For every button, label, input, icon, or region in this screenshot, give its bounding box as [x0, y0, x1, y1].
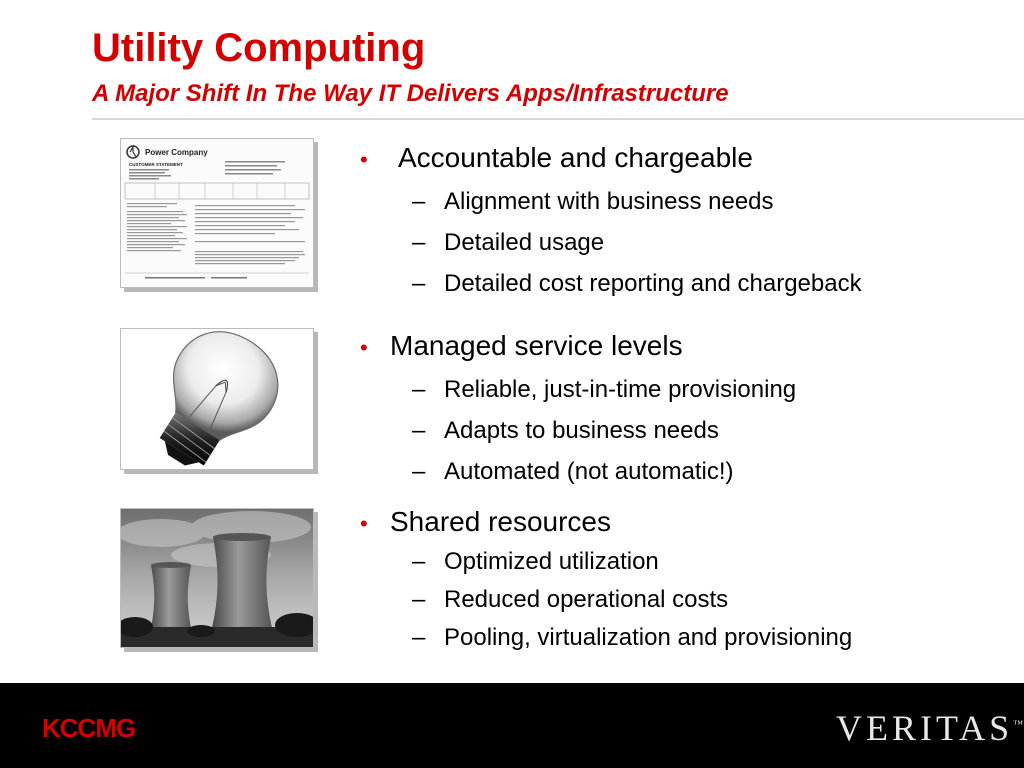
- footer-bar: [0, 683, 1024, 768]
- dash-marker: –: [412, 376, 426, 403]
- dash-marker: –: [412, 229, 426, 256]
- veritas-logo-text: VERITAS: [836, 708, 1014, 748]
- bullet-main: [360, 506, 852, 540]
- bullet-marker: •: [360, 335, 368, 360]
- utility-bill-image: [120, 138, 314, 288]
- bullet-text: Accountable and chargeable: [398, 142, 753, 173]
- bullet-main: [360, 330, 796, 364]
- sub-bullet: [412, 624, 852, 652]
- footer-kccmg-text: KCCMG: [42, 713, 136, 743]
- bullet-marker: •: [360, 147, 368, 172]
- bullet-group-shared-resources: [360, 506, 852, 652]
- slide-subtitle: A Major Shift In The Way IT Delivers Apps/Infrastructure: [92, 80, 729, 107]
- sub-bullet: [412, 376, 796, 404]
- trademark-mark: ™: [1013, 719, 1023, 730]
- sub-bullet-text: Pooling, virtualization and provisioning: [444, 624, 853, 651]
- dash-marker: –: [412, 548, 426, 575]
- sub-bullet-text: Alignment with business needs: [444, 188, 774, 215]
- sub-bullet-text: Detailed cost reporting and chargeback: [444, 270, 862, 297]
- veritas-logo: [836, 707, 1023, 749]
- dash-marker: –: [412, 188, 426, 215]
- bullet-group-accountable: [360, 142, 862, 298]
- cooling-towers-image: [120, 508, 314, 648]
- bill-company-name: Power Company: [145, 148, 208, 157]
- bullet-marker: •: [360, 511, 368, 536]
- bill-heading: CUSTOMER STATEMENT: [129, 162, 183, 167]
- sub-bullet: [412, 417, 796, 445]
- sub-bullet: [412, 458, 796, 486]
- bullet-main: [360, 142, 862, 176]
- bullet-group-service-levels: [360, 330, 796, 486]
- dash-marker: –: [412, 417, 426, 444]
- bullet-text: Shared resources: [390, 506, 612, 537]
- sub-bullet-text: Automated (not automatic!): [444, 458, 734, 485]
- dash-marker: –: [412, 458, 426, 485]
- dash-marker: –: [412, 270, 426, 297]
- sub-bullet-text: Reduced operational costs: [444, 586, 729, 613]
- light-bulb-image: [120, 328, 314, 470]
- sub-bullet: [412, 270, 862, 298]
- sub-bullet: [412, 229, 862, 257]
- dash-marker: –: [412, 586, 426, 613]
- bullet-text: Managed service levels: [390, 330, 683, 361]
- sub-bullet: [412, 188, 862, 216]
- sub-bullet-text: Adapts to business needs: [444, 417, 719, 444]
- slide-title: Utility Computing: [92, 26, 426, 70]
- sub-bullet: [412, 548, 852, 576]
- sub-bullet-text: Detailed usage: [444, 229, 605, 256]
- dash-marker: –: [412, 624, 426, 651]
- sub-bullet-text: Optimized utilization: [444, 548, 659, 575]
- title-divider: [92, 118, 1024, 120]
- sub-bullet: [412, 586, 852, 614]
- sub-bullet-text: Reliable, just-in-time provisioning: [444, 376, 797, 403]
